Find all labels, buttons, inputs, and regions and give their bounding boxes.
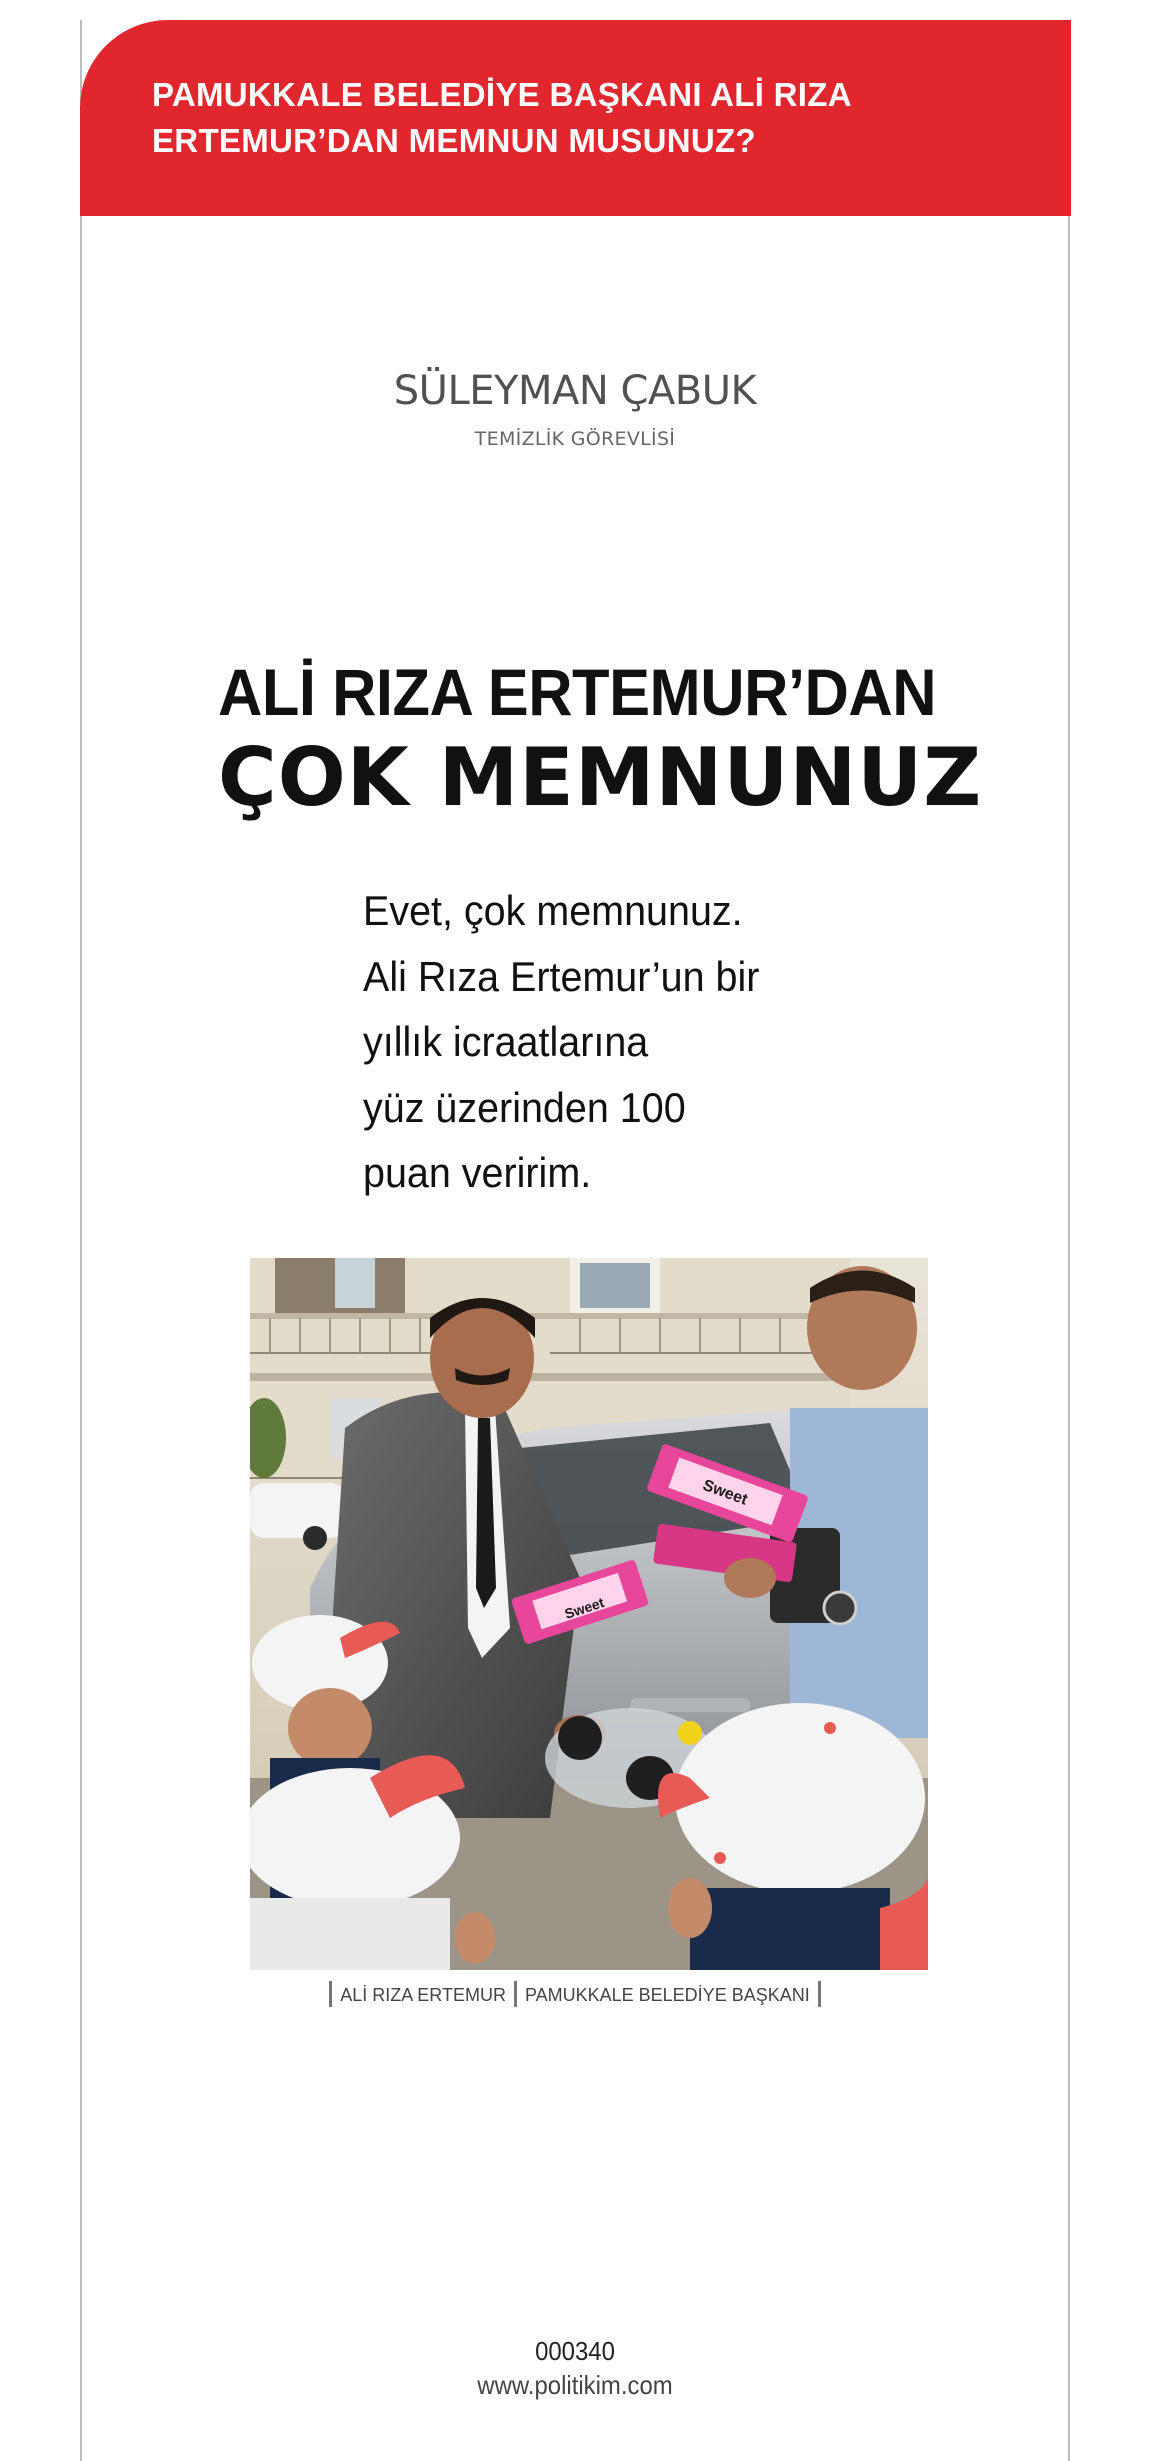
- toy-box-label: Sweet: [700, 1476, 750, 1509]
- headline-line2: ÇOK MEMNUNUZ: [218, 731, 983, 824]
- author-name: SÜLEYMAN ÇABUK: [393, 368, 757, 414]
- headline-line1: ALİ RIZA ERTEMUR’DAN: [218, 655, 937, 729]
- quote-line: puan veririm.: [363, 1149, 592, 1196]
- caption-separator: [818, 1981, 821, 2007]
- mayor-photo: [250, 1258, 928, 1970]
- footer-code: 000340: [535, 2336, 615, 2366]
- photo-caption: [0, 1983, 1150, 2009]
- author-role: TEMİZLİK GÖREVLİSİ: [474, 428, 676, 450]
- header-title-line1: PAMUKKALE BELEDİYE BAŞKANI ALİ RIZA: [152, 76, 852, 113]
- header-title-line2: ERTEMUR’DAN MEMNUN MUSUNUZ?: [152, 122, 756, 159]
- caption-separator: [514, 1981, 517, 2007]
- header-title: [152, 72, 1032, 164]
- footer-url: www.politikim.com: [477, 2370, 673, 2400]
- photo-illustration: [250, 1258, 928, 1970]
- header-banner: [80, 20, 1071, 216]
- toy-box-label: Sweet: [562, 1594, 607, 1622]
- quote-line: Evet, çok memnunuz.: [363, 887, 743, 934]
- quote-line: Ali Rıza Ertemur’un bir: [363, 952, 760, 1000]
- caption-separator: [329, 1981, 332, 2007]
- quote-text: [363, 878, 889, 1206]
- caption-name: ALİ RIZA ERTEMUR: [340, 1984, 506, 2005]
- quote-line: yıllık icraatlarına: [363, 1018, 649, 1065]
- caption-title: PAMUKKALE BELEDİYE BAŞKANI: [524, 1984, 810, 2005]
- quote-line: yüz üzerinden 100: [363, 1083, 686, 1131]
